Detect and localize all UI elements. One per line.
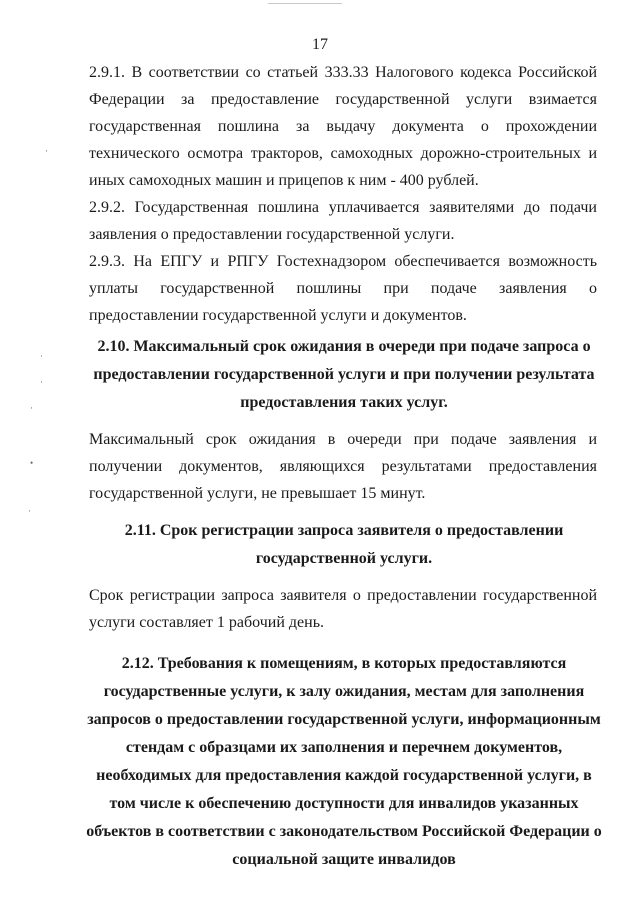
- paragraph-2-9-2: 2.9.2. Государственная пошлина уплачивается заявителями до подачи заявления о предоставлении государственной услуги.: [89, 199, 597, 243]
- scan-speck: ·: [30, 403, 33, 413]
- paragraph-2-10: Максимальный срок ожидания в очереди при подаче заявления и получении документов, являющихся результатами предоставления государственной услуги, не превышает 15 минут.: [89, 431, 597, 502]
- paragraph-2-9-1: 2.9.1. В соответствии со статьей 333.33 Налогового кодекса Российской Федерации за предоставление государственной услуги взимается государственная пошлина за выдачу документа о прохождении технического осмотра тракторов, самоходных дорожно-строительных и иных самоходных машин и прицепов к ним - 400 рублей.: [89, 64, 597, 189]
- section-2-10-body: [89, 426, 597, 507]
- scan-speck: ·: [40, 351, 43, 361]
- scan-speck: ·: [28, 506, 31, 516]
- section-2-9-paragraphs: [89, 59, 597, 329]
- top-rule: [268, 3, 342, 4]
- paragraph-2-9-3: 2.9.3. На ЕПГУ и РПГУ Гостехнадзором обеспечивается возможность уплаты государственной пошлины при подаче заявления о предоставлении государственной услуги и документов.: [89, 253, 597, 324]
- page-number: 17: [312, 36, 328, 53]
- scan-speck: ·: [40, 377, 43, 387]
- heading-2-11: 2.11. Срок регистрации запроса заявителя о предоставлении государственной услуги.: [124, 522, 564, 567]
- heading-2-10: 2.10. Максимальный срок ожидания в очереди при подаче запроса о предоставлении государственной услуги и при получении результата предоставления таких услуг.: [93, 338, 595, 411]
- scan-speck: ·: [45, 146, 48, 156]
- scan-speck: •: [30, 458, 34, 468]
- section-2-11-body: [89, 582, 597, 636]
- paragraph-2-11: Срок регистрации запроса заявителя о предоставлении государственной услуги составляет 1 рабочий день.: [89, 587, 597, 631]
- heading-2-12: 2.12. Требования к помещениям, в которых предоставляются государственные услуги, к залу ожидания, местам для заполнения запросов о предоставлении государственной услуги, информационным стендам с образцами их заполнения и перечнем документов, необходимых для предоставления каждой государственной услуги, в том числе к обеспечению доступности для инвалидов указанных объектов в соответствии с законодательством Российской Федерации о социальной защите инвалидов: [86, 655, 602, 868]
